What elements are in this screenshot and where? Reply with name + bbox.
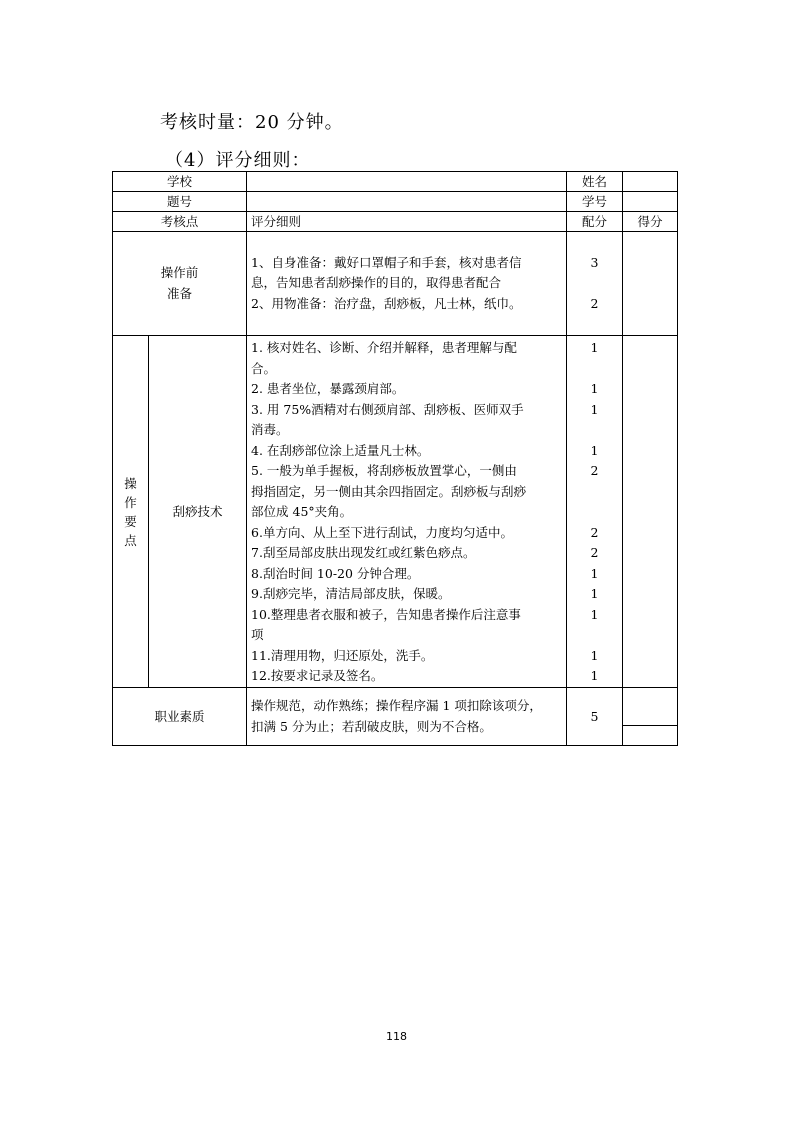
school-label: 学校 xyxy=(113,172,247,192)
detail-line: 4. 在刮痧部位涂上适量凡士林。 xyxy=(251,442,430,458)
score-value: 3 xyxy=(590,254,599,270)
prep-point xyxy=(113,232,247,336)
detail-line: 2. 患者坐位，暴露颈肩部。 xyxy=(251,381,405,396)
score-value xyxy=(571,625,618,646)
score-value: 2 xyxy=(590,524,599,540)
score-value xyxy=(571,502,618,523)
detail-line: 息，告知患者刮痧操作的目的，取得患者配合 xyxy=(251,275,502,291)
score-value xyxy=(571,482,618,503)
col-header-detail: 评分细则 xyxy=(247,212,567,232)
prep-got-cell[interactable] xyxy=(623,232,678,336)
detail-line: 12.按要求记录及签名。 xyxy=(251,668,384,683)
detail-line: 1、自身准备：戴好口罩帽子和手套，核对患者信 xyxy=(251,254,522,270)
question-label: 题号 xyxy=(113,192,247,212)
scoring-section-heading: （4）评分细则： xyxy=(165,150,311,171)
ops-score xyxy=(567,336,623,688)
detail-line: 7.刮至局部皮肤出现发红或红紫色痧点。 xyxy=(251,545,476,560)
score-value: 1 xyxy=(590,668,599,683)
score-value: 1 xyxy=(590,606,599,622)
score-value: 1 xyxy=(590,442,599,458)
detail-line: 1. 核对姓名、诊断、介绍并解释，患者理解与配 xyxy=(251,340,517,355)
score-value: 1 xyxy=(590,565,599,581)
detail-line: 6.单方向、从上至下进行刮试，力度均匀适中。 xyxy=(251,524,513,540)
ops-sub-point: 刮痧技术 xyxy=(149,336,247,688)
detail-line: 拇指固定，另一侧由其余四指固定。刮痧板与刮痧 xyxy=(251,483,527,499)
prof-got-cell[interactable] xyxy=(623,688,678,726)
score-value: 1 xyxy=(590,401,599,417)
exam-duration-heading: 考核时量：20 分钟。 xyxy=(160,112,344,133)
question-value-cell[interactable] xyxy=(247,192,567,212)
detail-line: 8.刮治时间 10-20 分钟合理。 xyxy=(251,565,420,581)
scoring-table xyxy=(112,171,678,746)
ops-group-char: 作 xyxy=(124,494,137,510)
name-label: 姓名 xyxy=(567,172,623,192)
prep-point-line: 操作前 xyxy=(160,265,199,280)
prep-point-line: 准备 xyxy=(167,285,193,301)
score-value: 1 xyxy=(590,381,599,396)
detail-line: 10.整理患者衣服和被子，告知患者操作后注意事 xyxy=(251,606,521,622)
detail-line: 项 xyxy=(251,627,264,642)
prep-score xyxy=(567,232,623,336)
ops-group-label xyxy=(113,336,149,688)
score-value: 1 xyxy=(590,586,599,601)
detail-line: 11.清理用物，归还原处，洗手。 xyxy=(251,647,434,663)
detail-line: 操作规范，动作熟练；操作程序漏 1 项扣除该项分， xyxy=(251,698,542,713)
detail-line: 5. 一般为单手握板，将刮痧板放置掌心，一侧由 xyxy=(251,463,517,478)
score-value: 2 xyxy=(590,295,599,311)
page-number: 118 xyxy=(386,1030,407,1043)
score-value xyxy=(571,420,618,441)
col-header-score: 配分 xyxy=(567,212,623,232)
prof-detail xyxy=(247,688,567,746)
student-id-value-cell[interactable] xyxy=(623,192,678,212)
detail-line: 2、用物准备：治疗盘，刮痧板，凡士林，纸巾。 xyxy=(251,295,522,311)
score-value xyxy=(571,273,618,294)
detail-line: 合。 xyxy=(251,360,277,376)
detail-line: 扣满 5 分为止；若刮破皮肤，则为不合格。 xyxy=(251,718,492,734)
score-value: 1 xyxy=(590,647,599,663)
ops-group-char: 操 xyxy=(124,475,137,491)
name-value-cell[interactable] xyxy=(623,172,678,192)
col-header-got: 得分 xyxy=(623,212,678,232)
ops-group-char: 点 xyxy=(124,532,137,548)
student-id-label: 学号 xyxy=(567,192,623,212)
ops-got-cell[interactable] xyxy=(623,336,678,688)
ops-group-char: 要 xyxy=(124,513,137,529)
detail-line: 3. 用 75%酒精对右侧颈肩部、刮痧板、医师双手 xyxy=(251,401,524,417)
total-got-cell[interactable] xyxy=(623,726,678,746)
col-header-point: 考核点 xyxy=(113,212,247,232)
prep-detail xyxy=(247,232,567,336)
score-value: 2 xyxy=(590,463,599,478)
detail-line: 消毒。 xyxy=(251,422,289,437)
school-value-cell[interactable] xyxy=(247,172,567,192)
score-value: 2 xyxy=(590,545,599,560)
detail-line: 9.刮痧完毕，清洁局部皮肤，保暖。 xyxy=(251,586,451,601)
ops-detail xyxy=(247,336,567,688)
score-value: 1 xyxy=(590,340,599,355)
prof-score: 5 xyxy=(567,688,623,746)
score-value xyxy=(571,359,618,380)
detail-line: 部位成 45°夹角。 xyxy=(251,504,353,519)
prof-point: 职业素质 xyxy=(113,688,247,746)
